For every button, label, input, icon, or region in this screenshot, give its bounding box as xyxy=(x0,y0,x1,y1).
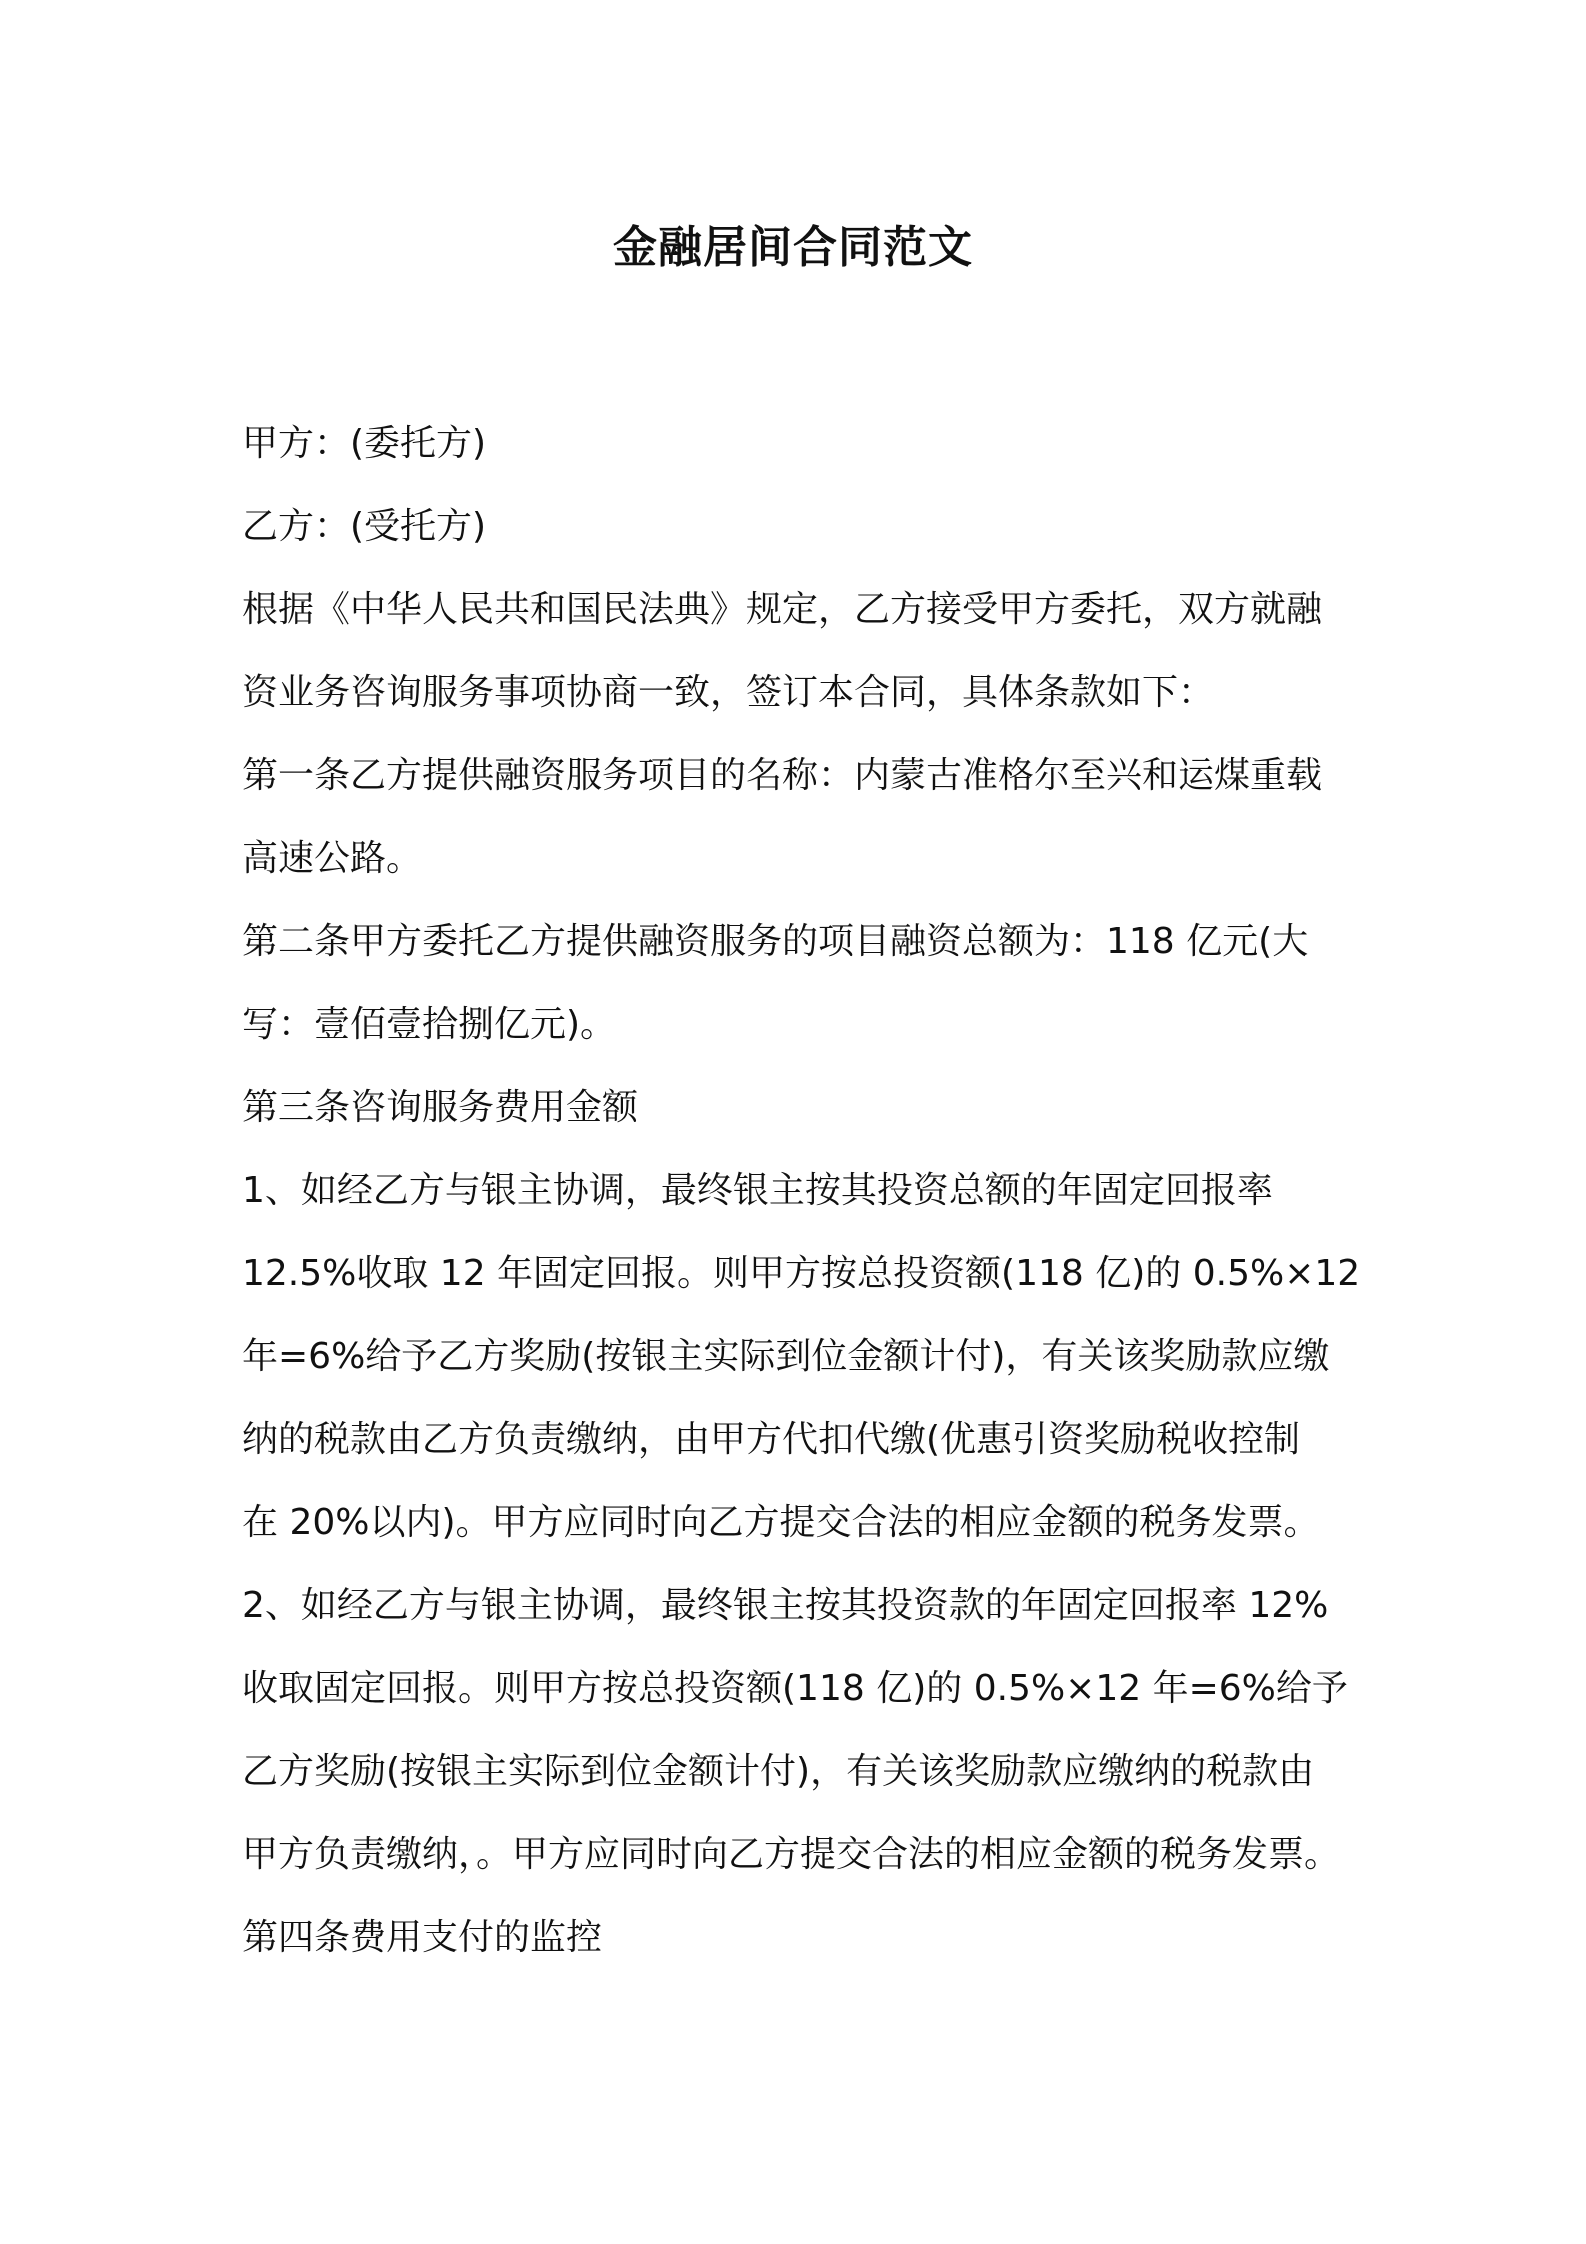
article-3-heading: 第三条咨询服务费用金额 xyxy=(242,1087,639,1128)
clause-1-line-2: 12.5%收取 12 年固定回报。则甲方按总投资额(118 亿)的 0.5%×12 xyxy=(242,1253,1361,1294)
clause-1-line-4: 纳的税款由乙方负责缴纳，由甲方代扣代缴(优惠引资奖励税收控制 xyxy=(242,1419,1301,1460)
article-1-line-2: 高速公路。 xyxy=(242,838,423,879)
clause-2-line-3: 乙方奖励(按银主实际到位金额计付)，有关该奖励款应缴纳的税款由 xyxy=(242,1751,1315,1792)
party-b-line: 乙方：(受托方) xyxy=(242,506,487,547)
party-a-line: 甲方：(委托方) xyxy=(242,423,487,464)
clause-2-line-1: 2、如经乙方与银主协调，最终银主按其投资款的年固定回报率 12% xyxy=(242,1585,1329,1626)
clause-2-line-2: 收取固定回报。则甲方按总投资额(118 亿)的 0.5%×12 年=6%给予 xyxy=(242,1668,1348,1709)
document-body xyxy=(242,402,1361,1979)
article-2-line-1: 第二条甲方委托乙方提供融资服务的项目融资总额为：118 亿元(大 xyxy=(242,921,1309,962)
preamble-line-1: 根据《中华人民共和国民法典》规定，乙方接受甲方委托，双方就融 xyxy=(242,589,1323,630)
clause-2-line-4: 甲方负责缴纳，。甲方应同时向乙方提交合法的相应金额的税务发票。 xyxy=(242,1834,1341,1875)
article-2-line-2: 写：壹佰壹拾捌亿元)。 xyxy=(242,1004,617,1045)
clause-1-line-3: 年=6%给予乙方奖励(按银主实际到位金额计付)，有关该奖励款应缴 xyxy=(242,1336,1330,1377)
clause-1-line-5: 在 20%以内)。甲方应同时向乙方提交合法的相应金额的税务发票。 xyxy=(242,1502,1320,1543)
article-1-line-1: 第一条乙方提供融资服务项目的名称：内蒙古准格尔至兴和运煤重载 xyxy=(242,755,1323,796)
clause-1-line-1: 1、如经乙方与银主协调，最终银主按其投资总额的年固定回报率 xyxy=(242,1170,1273,1211)
article-4-heading: 第四条费用支付的监控 xyxy=(242,1917,603,1958)
document-title: 金融居间合同范文 xyxy=(613,222,973,273)
preamble-line-2: 资业务咨询服务事项协商一致，签订本合同，具体条款如下： xyxy=(242,672,1215,713)
